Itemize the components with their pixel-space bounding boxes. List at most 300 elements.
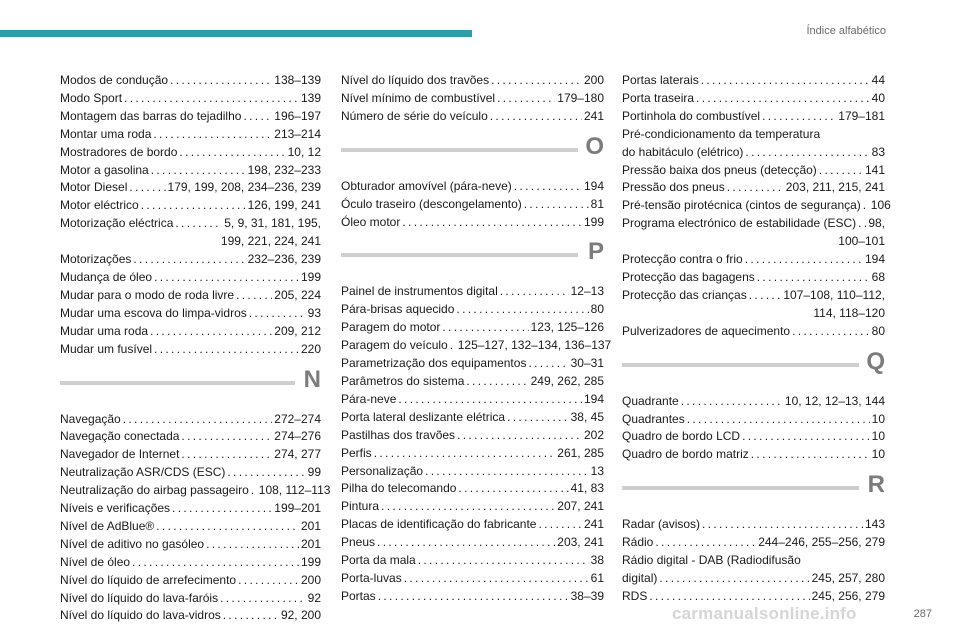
index-pages: 200 — [300, 572, 321, 587]
section-divider — [60, 381, 295, 385]
index-pages: 125–127, 132–134, 136–137 — [457, 338, 612, 353]
dot-leader — [381, 498, 555, 516]
index-pages: 232–236, 239 — [247, 252, 321, 267]
index-pages: 209, 212 — [274, 323, 321, 338]
index-entry — [622, 287, 885, 305]
index-pages: 198, 232–233 — [247, 162, 321, 177]
index-term: Mostradores de bordo — [60, 144, 178, 159]
index-term: Obturador amovível (pára-neve) — [341, 178, 512, 193]
index-entry — [60, 197, 321, 215]
index-term: Protecção contra o frio — [622, 252, 743, 267]
index-term: Pneus — [341, 535, 376, 550]
dot-leader — [175, 215, 222, 233]
index-term: Montar uma roda — [60, 126, 152, 141]
section-divider — [341, 148, 578, 152]
index-entry — [622, 323, 885, 341]
index-pages: 13 — [590, 463, 604, 478]
dot-leader — [156, 518, 299, 536]
index-column-3 — [622, 72, 891, 606]
dot-leader — [404, 570, 589, 588]
watermark: carmanualsonline.info — [672, 604, 857, 623]
dot-leader — [223, 607, 279, 625]
index-pages: 220 — [300, 341, 321, 356]
dot-leader — [418, 552, 589, 570]
index-term: Nível do líquido do lava-faróis — [60, 590, 219, 605]
index-pages: 5, 9, 31, 181, 195, — [224, 216, 321, 231]
index-term: Painel de instrumentos digital — [341, 284, 498, 299]
index-term: Nível de óleo — [60, 554, 131, 569]
dot-leader — [507, 409, 569, 427]
index-term: RDS — [622, 588, 648, 603]
index-pages: 213–214 — [274, 126, 321, 141]
dot-leader — [500, 283, 569, 301]
dot-leader — [141, 197, 246, 215]
index-term: Porta lateral deslizante elétrica — [341, 409, 506, 424]
section-divider — [622, 486, 859, 490]
index-term: Nível do líquido de arrefecimento — [60, 572, 237, 587]
index-entry — [60, 269, 321, 287]
dot-leader — [154, 341, 299, 359]
index-pages: 80 — [590, 302, 604, 317]
section-header — [622, 464, 885, 516]
dot-leader — [745, 251, 863, 269]
index-term: Nível do líquido do lava-vidros — [60, 608, 221, 623]
index-entry — [60, 446, 321, 464]
dot-leader — [374, 445, 556, 463]
index-pages: 201 — [300, 518, 321, 533]
index-pages: 10 — [871, 429, 885, 444]
index-term: Programa electrónico de estabilidade (ESC) — [622, 216, 857, 231]
index-entry — [622, 215, 885, 233]
index-term: Pressão baixa dos pneus (detecção) — [622, 162, 817, 177]
index-pages: 98, — [868, 216, 885, 231]
index-pages: 205, 224 — [274, 287, 321, 302]
dot-leader — [749, 287, 782, 305]
index-entry — [60, 72, 321, 90]
index-pages: 199–201 — [274, 501, 321, 516]
index-term: Pintura — [341, 499, 380, 514]
section-header — [622, 341, 885, 393]
index-pages: 139 — [300, 90, 321, 105]
dot-leader — [858, 215, 866, 233]
index-term: Óleo motor — [341, 214, 401, 229]
index-term: Óculo traseiro (descongelamento) — [341, 196, 522, 211]
index-pages: 179–181 — [838, 108, 885, 123]
dot-leader — [172, 500, 272, 518]
header-accent-bar — [0, 30, 472, 37]
dot-leader — [425, 463, 589, 481]
index-pages: 201 — [300, 536, 321, 551]
section-header — [341, 231, 604, 283]
index-entry — [341, 196, 604, 214]
dot-leader — [220, 590, 306, 608]
dot-leader — [378, 588, 569, 606]
index-entry — [341, 516, 604, 534]
index-pages: 245, 257, 280 — [811, 570, 885, 585]
index-entry — [341, 588, 604, 606]
index-entry — [341, 534, 604, 552]
dot-leader — [497, 90, 555, 108]
index-term: Níveis e verificações — [60, 501, 171, 516]
index-entry — [60, 572, 321, 590]
index-entry — [60, 323, 321, 341]
index-column-2 — [341, 72, 612, 606]
dot-leader — [687, 411, 870, 429]
index-pages: 138–139 — [274, 73, 321, 87]
index-pages: 194 — [583, 391, 604, 406]
index-term: Pulverizadores de aquecimento — [622, 323, 791, 338]
index-term: Modos de condução — [60, 73, 169, 87]
index-entry — [341, 283, 604, 301]
index-term: Placas de identificação do fabricante — [341, 517, 537, 532]
index-entry — [60, 554, 321, 572]
index-term: Navegação — [60, 411, 121, 426]
index-pages: 92 — [307, 590, 321, 605]
dot-leader — [398, 391, 582, 409]
index-pages: 274, 277 — [274, 447, 321, 462]
index-pages: 203, 241 — [557, 535, 604, 550]
section-letter: O — [585, 132, 604, 160]
index-pages: 245, 256, 279 — [811, 588, 885, 603]
section-header — [341, 126, 604, 178]
index-pages: 199 — [583, 214, 604, 229]
index-pages: 194 — [864, 252, 885, 267]
dot-leader — [757, 269, 870, 287]
index-entry — [622, 411, 885, 429]
index-pages: 108, 112–113 — [258, 483, 331, 498]
page-header-title: Índice alfabético — [806, 25, 886, 37]
index-entry — [341, 72, 604, 90]
dot-leader — [442, 319, 528, 337]
index-pages: 199 — [300, 554, 321, 569]
index-pages: 106 — [870, 198, 891, 213]
index-column-1 — [60, 72, 331, 625]
index-entry — [60, 607, 321, 625]
index-entry — [341, 214, 604, 232]
index-term: Motor Diesel — [60, 180, 128, 195]
index-pages: 123, 125–126 — [530, 320, 604, 335]
dot-leader — [153, 126, 272, 144]
index-pages: 92, 200 — [280, 608, 321, 623]
index-term: Motor a gasolina — [60, 162, 149, 177]
index-entry — [60, 305, 321, 323]
section-letter: N — [303, 365, 321, 393]
dot-leader — [514, 178, 582, 196]
index-entry — [341, 391, 604, 409]
index-term: Mudar um fusível — [60, 341, 153, 356]
dot-leader — [863, 197, 869, 215]
index-pages: 179, 199, 208, 234–236, 239 — [167, 180, 321, 195]
index-entry — [60, 215, 321, 233]
index-entry — [341, 355, 604, 373]
index-pages: 12–13 — [570, 284, 604, 299]
index-term: Portas laterais — [622, 73, 699, 87]
index-entry — [622, 251, 885, 269]
index-pages-continued: 114, 118–120 — [813, 305, 885, 320]
index-pages: 40 — [871, 90, 885, 105]
index-term-line: Rádio digital - DAB (Radiodifusão — [622, 553, 801, 568]
index-term: Portas — [341, 588, 376, 603]
index-entry — [60, 108, 321, 126]
index-term: Pré-tensão pirotécnica (cintos de segurança) — [622, 198, 861, 213]
dot-leader — [681, 393, 783, 411]
index-pages: 81 — [590, 196, 604, 211]
index-term: Mudar para o modo de roda livre — [60, 287, 235, 302]
index-term: Pastilhas dos travões — [341, 427, 456, 442]
dot-leader — [696, 90, 870, 108]
index-pages: 241 — [583, 517, 604, 532]
index-entry — [60, 251, 321, 269]
index-entry — [60, 179, 321, 197]
page-number: 287 — [913, 608, 932, 620]
index-entry — [341, 570, 604, 588]
index-pages: 38, 45 — [570, 409, 604, 424]
index-term: Motorizações — [60, 252, 132, 267]
dot-leader — [792, 323, 870, 341]
dot-leader — [179, 144, 285, 162]
section-letter: Q — [866, 347, 885, 375]
index-term: Rádio — [622, 535, 654, 550]
index-pages: 10, 12, 12–13, 144 — [784, 393, 885, 408]
dot-leader — [181, 446, 272, 464]
index-pages: 194 — [583, 178, 604, 193]
index-term: Montagem das barras do tejadilho — [60, 108, 242, 123]
dot-leader — [524, 196, 589, 214]
dot-leader — [181, 428, 272, 446]
index-term: Navegação conectada — [60, 429, 180, 444]
index-term: Nível do líquido dos travões — [341, 73, 490, 87]
index-pages: 261, 285 — [557, 445, 604, 460]
index-term: Nível de aditivo no gasóleo — [60, 536, 205, 551]
index-entry — [341, 427, 604, 445]
index-pages: 83 — [871, 144, 885, 159]
index-term: Nível mínimo de combustível — [341, 90, 496, 105]
dot-leader — [491, 72, 582, 90]
dot-leader — [206, 536, 299, 554]
index-pages: 200 — [583, 73, 604, 87]
index-entry — [622, 428, 885, 446]
index-entry — [341, 552, 604, 570]
index-entry — [341, 463, 604, 481]
index-pages-continued: 199, 221, 224, 241 — [220, 234, 321, 249]
index-entry — [622, 534, 885, 552]
index-entry — [622, 269, 885, 287]
index-entry — [60, 518, 321, 536]
index-pages: 249, 262, 285 — [530, 373, 604, 388]
index-entry — [622, 108, 885, 126]
index-pages: 41, 83 — [570, 481, 604, 496]
dot-leader — [742, 428, 870, 446]
index-entry — [341, 108, 604, 126]
index-pages: 196–197 — [274, 108, 321, 123]
index-term: Radar (avisos) — [622, 517, 701, 532]
index-pages: 202 — [583, 427, 604, 442]
index-term: Navegador de Internet — [60, 447, 180, 462]
dot-leader — [133, 251, 245, 269]
index-entry — [341, 337, 612, 355]
dot-leader — [150, 323, 272, 341]
index-pages: 107–108, 110–112, — [783, 287, 885, 302]
index-term: Paragem do veículo — [341, 338, 448, 353]
index-term: Mudar uma roda — [60, 323, 149, 338]
index-term: do habitáculo (elétrico) — [622, 144, 744, 159]
index-pages: 38–39 — [570, 588, 604, 603]
index-term: Porta da mala — [341, 553, 416, 568]
index-entry — [622, 393, 885, 411]
section-header — [60, 359, 321, 411]
index-pages: 199 — [300, 269, 321, 284]
index-pages: 10 — [871, 447, 885, 462]
dot-leader — [762, 108, 836, 126]
index-term: Nível de AdBlue® — [60, 518, 155, 533]
index-term: Pára-brisas aquecido — [341, 302, 455, 317]
index-entry — [341, 178, 604, 196]
dot-leader — [251, 482, 257, 500]
index-pages: 241 — [583, 108, 604, 123]
index-entry — [60, 428, 321, 446]
index-pages-continued: 100–101 — [838, 234, 885, 249]
index-term: Personalização — [341, 463, 424, 478]
section-divider — [622, 363, 859, 367]
index-entry — [60, 90, 321, 108]
index-term: Modo Sport — [60, 90, 123, 105]
index-entry — [622, 570, 885, 588]
index-pages: 207, 241 — [557, 499, 604, 514]
index-entry — [622, 197, 891, 215]
index-pages: 141 — [864, 162, 885, 177]
dot-leader — [655, 534, 756, 552]
index-entry — [60, 144, 321, 162]
dot-leader — [243, 108, 272, 126]
index-entry — [622, 144, 885, 162]
dot-leader — [751, 446, 870, 464]
index-entry — [341, 480, 604, 498]
index-term: Quadro de bordo LCD — [622, 429, 741, 444]
index-pages: 80 — [871, 323, 885, 338]
index-term: Porta-luvas — [341, 570, 402, 585]
dot-leader — [249, 305, 306, 323]
index-term: Mudar uma escova do limpa-vidros — [60, 305, 247, 320]
index-pages: 203, 211, 215, 241 — [785, 180, 885, 195]
dot-leader — [745, 144, 869, 162]
index-term: Motorização eléctrica — [60, 216, 174, 231]
dot-leader — [170, 72, 272, 90]
index-pages: 10 — [871, 411, 885, 426]
index-entry — [341, 373, 604, 391]
index-pages: 44 — [871, 73, 885, 87]
index-entry — [60, 341, 321, 359]
dot-leader — [458, 480, 568, 498]
dot-leader — [659, 570, 809, 588]
index-pages: 179–180 — [557, 90, 604, 105]
index-entry — [622, 516, 885, 534]
dot-leader — [123, 411, 273, 429]
dot-leader — [819, 162, 863, 180]
index-entry — [341, 301, 604, 319]
index-entry — [341, 445, 604, 463]
index-term: Parametrização dos equipamentos — [341, 356, 527, 371]
index-entry — [341, 409, 604, 427]
dot-leader — [124, 90, 299, 108]
index-term: Parâmetros do sistema — [341, 373, 465, 388]
dot-leader — [377, 534, 555, 552]
section-letter: R — [867, 471, 885, 499]
index-entry — [60, 500, 321, 518]
dot-leader — [457, 427, 582, 445]
dot-leader — [238, 572, 299, 590]
index-pages: 244–246, 255–256, 279 — [758, 535, 885, 550]
index-pages: 10, 12 — [287, 144, 321, 159]
dot-leader — [538, 516, 582, 534]
index-term-line: Pré-condicionamento da temperatura — [622, 126, 821, 141]
index-term: Portinhola do combustível — [622, 108, 761, 123]
dot-leader — [490, 108, 582, 126]
index-term: Quadrantes — [622, 411, 685, 426]
index-term: Mudança de óleo — [60, 269, 153, 284]
index-term: Pilha do telecomando — [341, 481, 457, 496]
index-pages: 38 — [590, 553, 604, 568]
dot-leader — [701, 72, 870, 90]
index-term: Motor eléctrico — [60, 198, 139, 213]
index-pages: 143 — [864, 517, 885, 532]
index-entry — [60, 482, 331, 500]
index-pages: 126, 199, 241 — [247, 198, 321, 213]
index-term: Pára-neve — [341, 391, 397, 406]
dot-leader — [702, 516, 863, 534]
index-pages: 93 — [307, 305, 321, 320]
index-entry — [341, 498, 604, 516]
index-entry — [341, 90, 604, 108]
index-term: Quadro de bordo matriz — [622, 447, 749, 462]
index-term: Pressão dos pneus — [622, 180, 725, 195]
dot-leader — [154, 269, 299, 287]
index-entry — [60, 536, 321, 554]
dot-leader — [132, 554, 299, 572]
index-term: Protecção das bagagens — [622, 269, 755, 284]
dot-leader — [129, 179, 165, 197]
index-term: Neutralização ASR/CDS (ESC) — [60, 465, 226, 480]
index-term: Número de série do veículo — [341, 108, 488, 123]
index-entry — [60, 411, 321, 429]
index-pages: 61 — [590, 570, 604, 585]
dot-leader — [528, 355, 568, 373]
index-entry — [622, 179, 885, 197]
index-entry — [60, 464, 321, 482]
dot-leader — [227, 464, 305, 482]
dot-leader — [151, 162, 246, 180]
index-entry — [60, 287, 321, 305]
index-term: Neutralização do airbag passageiro — [60, 483, 249, 498]
index-pages: 274–276 — [274, 429, 321, 444]
index-entry — [622, 90, 885, 108]
index-entry — [622, 446, 885, 464]
index-term: Quadrante — [622, 393, 679, 408]
dot-leader — [402, 214, 582, 232]
index-entry — [60, 590, 321, 608]
index-entry — [622, 162, 885, 180]
index-pages: 272–274 — [274, 411, 321, 426]
index-pages: 30–31 — [570, 356, 604, 371]
index-pages: 99 — [307, 465, 321, 480]
dot-leader — [727, 179, 784, 197]
index-pages: 68 — [871, 269, 885, 284]
section-divider — [341, 253, 578, 257]
dot-leader — [450, 337, 456, 355]
dot-leader — [236, 287, 272, 305]
index-term: Perfis — [341, 445, 372, 460]
index-term: Porta traseira — [622, 90, 695, 105]
index-entry — [60, 162, 321, 180]
